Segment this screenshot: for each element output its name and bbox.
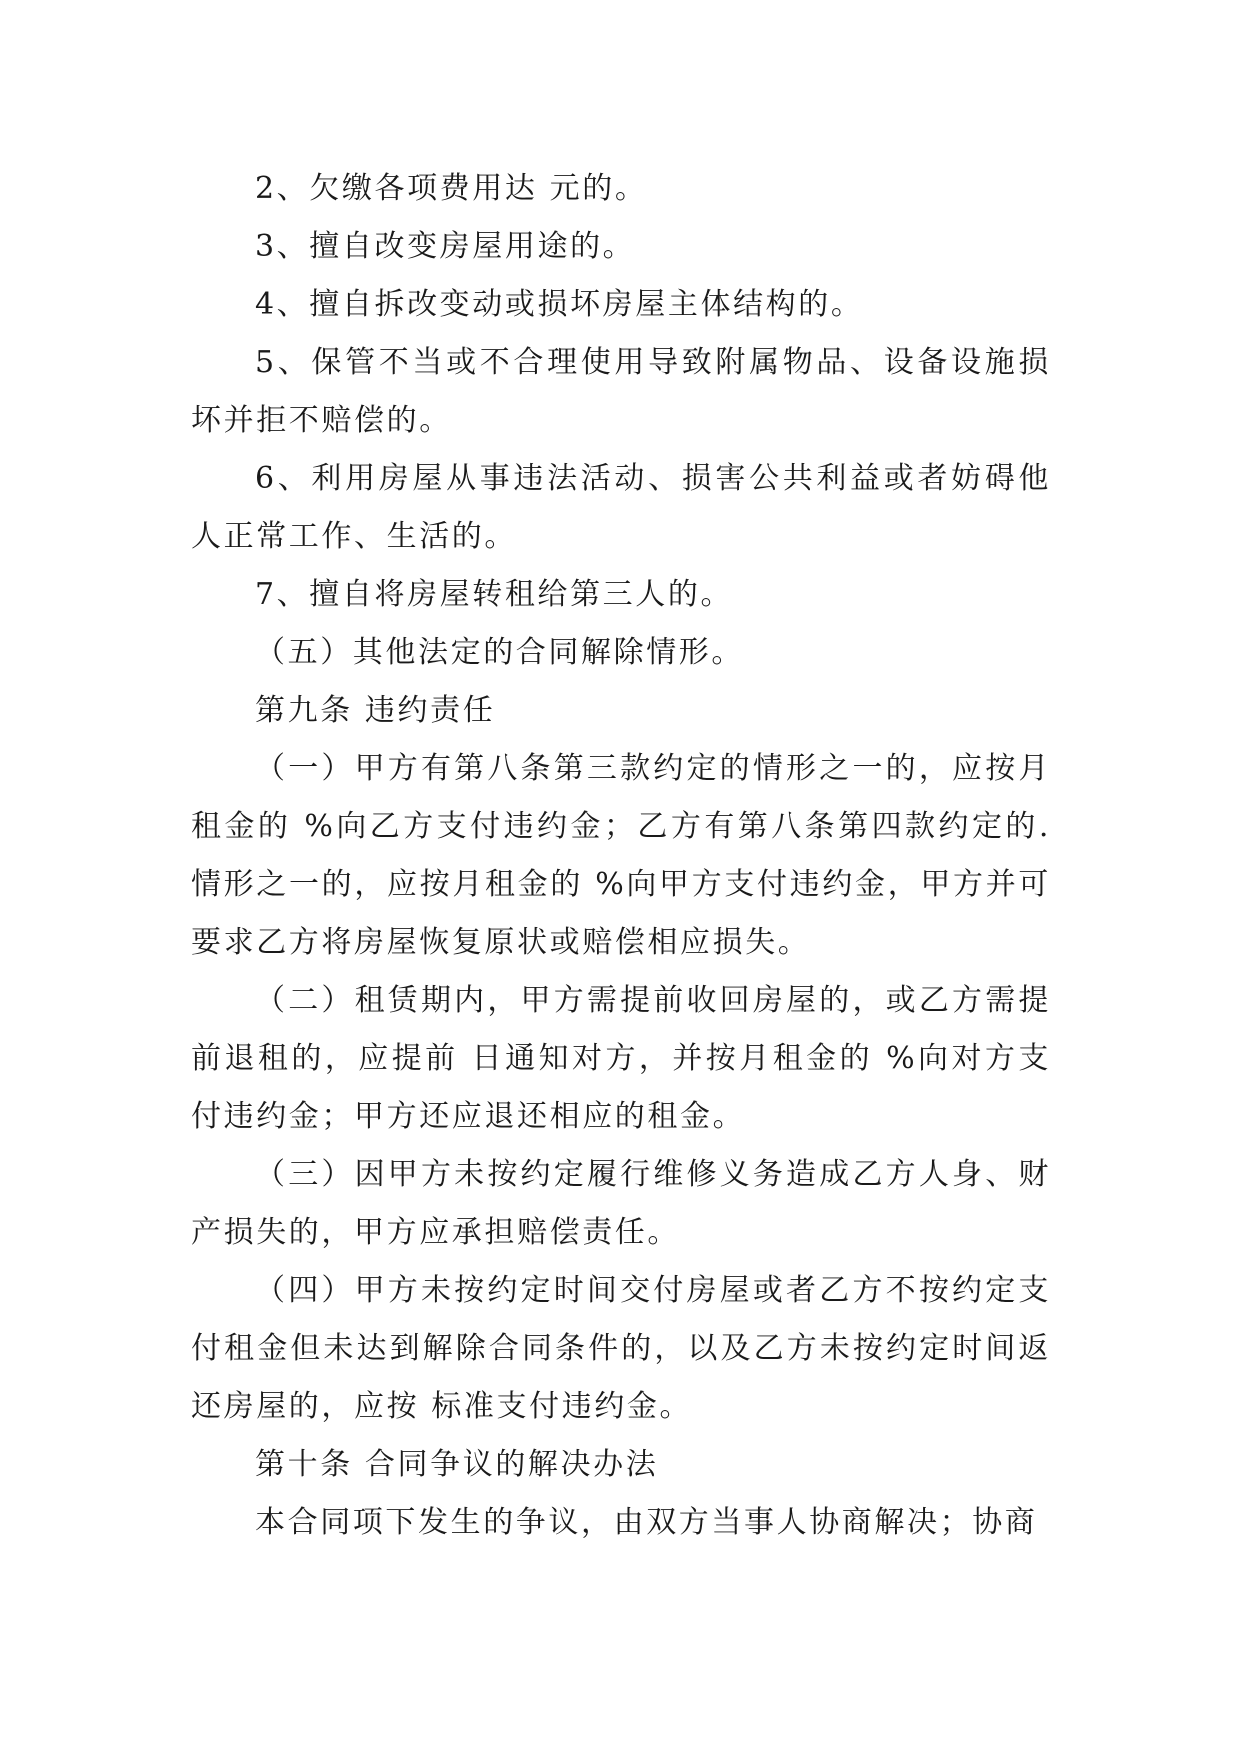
clause-item-5: 5、保管不当或不合理使用导致附属物品、设备设施损坏并拒不赔偿的。 [191,345,1051,438]
article-9-item-4: （四）甲方未按约定时间交付房屋或者乙方不按约定支付租金但未达到解除合同条件的，以及乙方未按约定时间返还房屋的，应按 标准支付违约金。 [191,1273,1051,1424]
article-9-item-3: （三）因甲方未按约定履行维修义务造成乙方人身、财产损失的，甲方应承担赔偿责任。 [191,1157,1051,1250]
clause-item-7: 7、擅自将房屋转租给第三人的。 [255,577,734,612]
clause-item-6: 6、利用房屋从事违法活动、损害公共利益或者妨碍他人正常工作、生活的。 [191,461,1051,554]
document-body [191,160,1051,1552]
article-9-item-1: （一）甲方有第八条第三款约定的情形之一的，应按月租金的 %向乙方支付违约金；乙方有第八条第四款约定的.情形之一的，应按月租金的 %向甲方支付违约金，甲方并可要求乙方将房屋恢复原状或赔偿相应损失。 [191,751,1051,960]
clause-item-3: 3、擅自改变房屋用途的。 [255,229,636,264]
clause-item-2: 2、欠缴各项费用达 元的。 [255,171,648,206]
article-9-heading: 第九条 违约责任 [255,693,496,728]
article-10-paragraph: 本合同项下发生的争议，由双方当事人协商解决；协商 [255,1505,1038,1540]
clause-item-4: 4、擅自拆改变动或损坏房屋主体结构的。 [255,287,864,322]
clause-item-five: （五）其他法定的合同解除情形。 [255,635,744,670]
article-10-heading: 第十条 合同争议的解决办法 [255,1447,659,1482]
article-9-item-2: （二）租赁期内，甲方需提前收回房屋的，或乙方需提前退租的，应提前 日通知对方，并按月租金的 %向对方支付违约金；甲方还应退还相应的租金。 [191,983,1051,1134]
